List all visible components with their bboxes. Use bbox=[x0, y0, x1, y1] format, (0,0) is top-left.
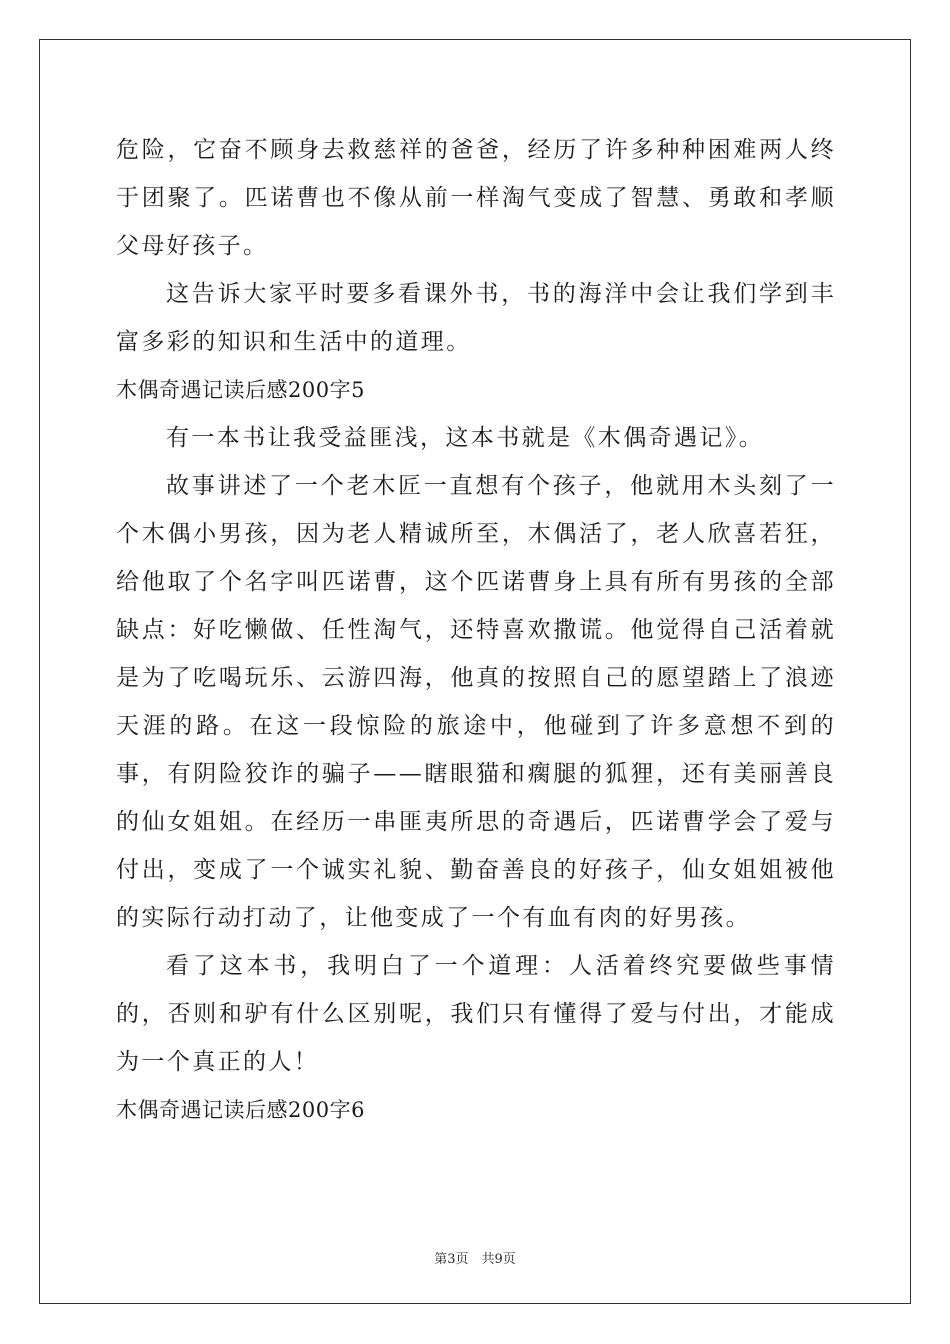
paragraph-4: 故事讲述了一个老木匠一直想有个孩子，他就用木头刻了一个木偶小男孩，因为老人精诚所至，木偶活了，老人欣喜若狂，给他取了个名字叫匹诺曹，这个匹诺曹身上具有所有男孩的全部缺点：好吃懒做、任性淘气，还特喜欢撒谎。他觉得自己活着就是为了吃喝玩乐、云游四海，他真的按照自己的愿望踏上了浪迹天涯的路。在这一段惊险的旅途中，他碰到了许多意想不到的事，有阴险狡诈的骗子——瞎眼猫和瘸腿的狐狸，还有美丽善良的仙女姐姐。在经历一串匪夷所思的奇遇后，匹诺曹学会了爱与付出，变成了一个诚实礼貌、勤奋善良的好孩子，仙女姐姐被他的实际行动打动了，让他变成了一个有血有肉的好男孩。 bbox=[116, 473, 836, 931]
page-footer: 第3页 共9页 bbox=[434, 1252, 516, 1267]
paragraph-5: 看了这本书，我明白了一个道理：人活着终究要做些事情的，否则和驴有什么区别呢，我们只有懂得了爱与付出，才能成为一个真正的人！ bbox=[116, 953, 836, 1075]
paragraph-1: 危险，它奋不顾身去救慈祥的爸爸，经历了许多种种困难两人终于团聚了。匹诺曹也不像从前一样淘气变成了智慧、勇敢和孝顺父母好孩子。 bbox=[116, 137, 836, 259]
paragraph-3: 有一本书让我受益匪浅，这本书就是《木偶奇遇记》。 bbox=[166, 425, 765, 451]
section-heading-6: 木偶奇遇记读后感200字6 bbox=[116, 1098, 365, 1122]
section-heading-5: 木偶奇遇记读后感200字5 bbox=[116, 378, 365, 402]
paragraph-2: 这告诉大家平时要多看课外书，书的海洋中会让我们学到丰富多彩的知识和生活中的道理。 bbox=[116, 281, 836, 355]
document-body bbox=[116, 126, 836, 1134]
